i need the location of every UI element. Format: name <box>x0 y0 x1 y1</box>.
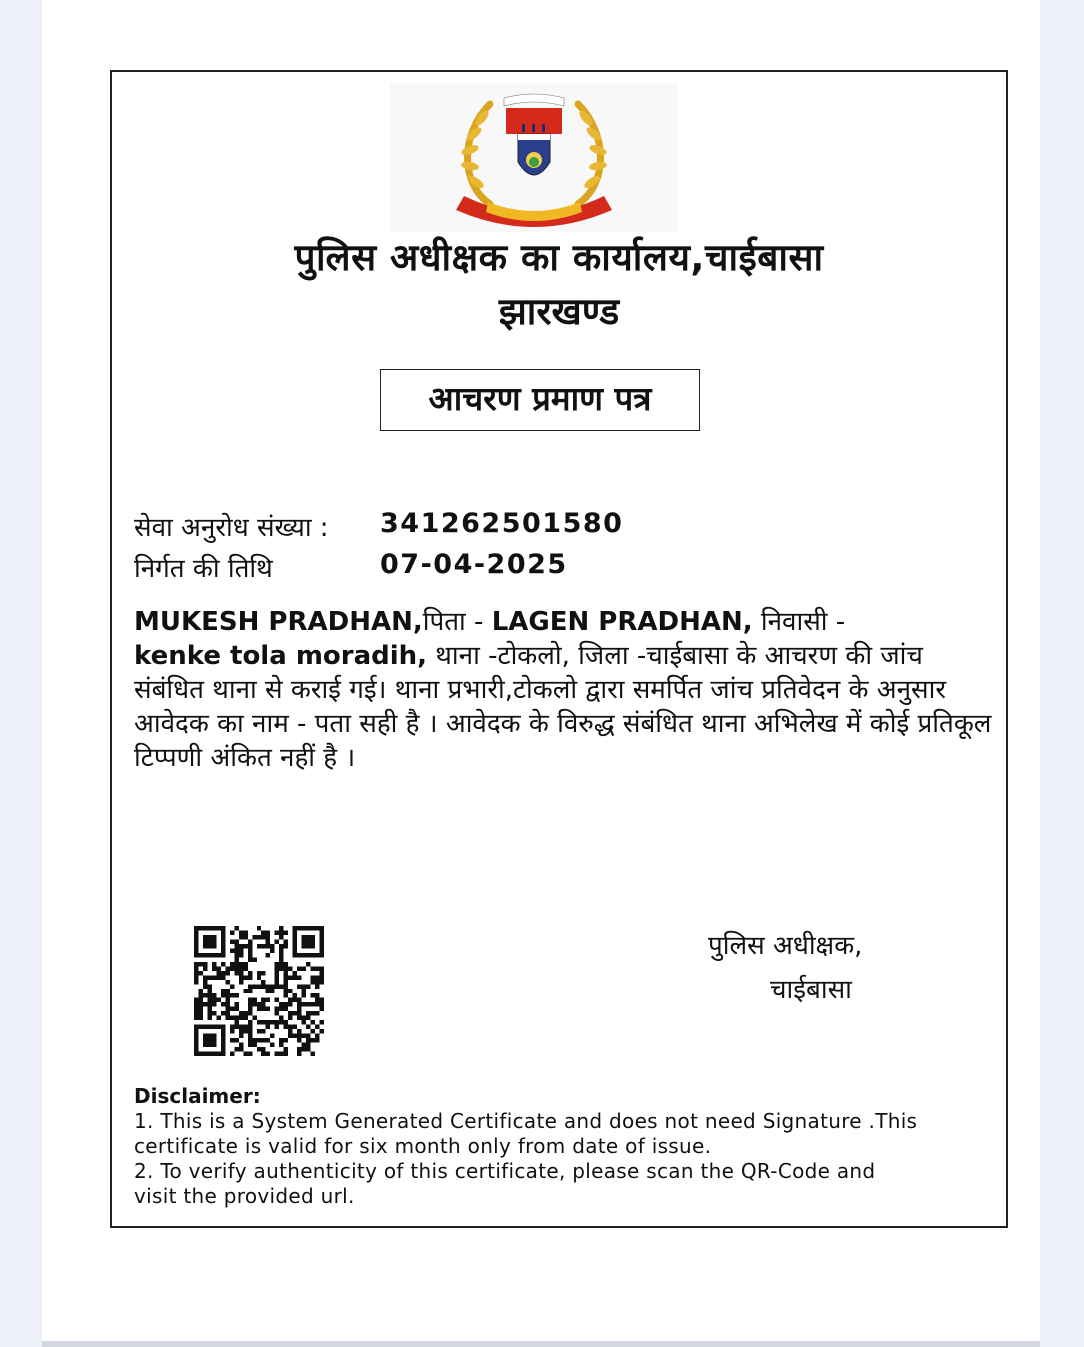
page-bottom-edge <box>42 1341 1040 1347</box>
office-title: पुलिस अधीक्षक का कार्यालय,चाईबासा <box>294 236 824 279</box>
disclaimer-line: visit the provided url. <box>134 1184 355 1208</box>
father-name: LAGEN PRADHAN, <box>491 607 753 637</box>
signatory-place: चाईबासा <box>770 975 852 1005</box>
resident-label: निवासी - <box>752 607 846 637</box>
issue-date: 07-04-2025 <box>380 549 568 580</box>
office-state: झारखण्ड <box>498 290 620 333</box>
disclaimer-line: certificate is valid for six month only from date of issue. <box>134 1134 712 1158</box>
disclaimer-line: 1. This is a System Generated Certificate and does not need Signature .This <box>134 1109 918 1133</box>
father-label: पिता - <box>422 607 492 637</box>
service-request-number: 341262501580 <box>380 508 624 539</box>
police-emblem-icon <box>390 84 678 232</box>
disclaimer-heading: Disclaimer: <box>134 1084 261 1108</box>
applicant-address: kenke tola moradih, <box>134 641 428 671</box>
certificate-frame <box>110 70 1008 1228</box>
qr-code[interactable] <box>194 926 324 1056</box>
body-text: थाना -टोकलो, जिला -चाईबासा के आचरण की जांच संबंधित थाना से कराई गई। थाना प्रभारी,टोकलो द्वारा समर्पित जांच प्रतिवेदन के अनुसार आवेदक का नाम - पता सही है । आवेदक के विरुद्ध संबंधित थाना अभिलेख में कोई प्रतिकूल टिप्पणी अंकित नहीं है । <box>134 641 992 773</box>
certificate-body <box>134 605 994 775</box>
certificate-title: आचरण प्रमाण पत्र <box>380 369 700 431</box>
signatory-designation: पुलिस अधीक्षक, <box>708 931 863 961</box>
service-request-label: सेवा अनुरोध संख्या : <box>134 513 329 543</box>
disclaimer-line: 2. To verify authenticity of this certificate, please scan the QR-Code and <box>134 1159 876 1183</box>
issue-date-label: निर्गत की तिथि <box>134 554 273 584</box>
applicant-name: MUKESH PRADHAN, <box>134 607 423 637</box>
